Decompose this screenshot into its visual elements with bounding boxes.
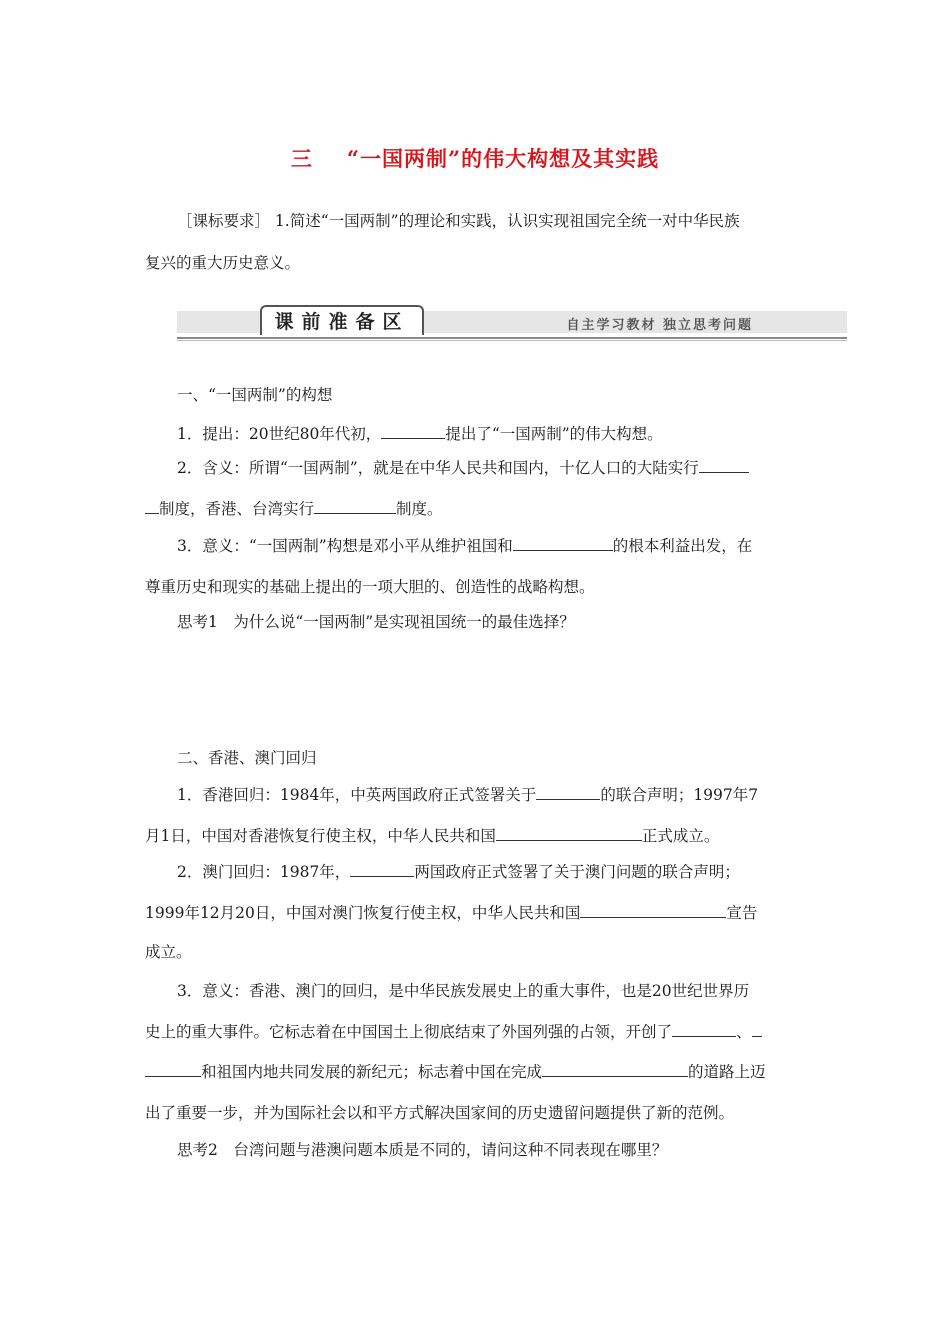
section2-item2-line3: 成立。 [145, 943, 192, 961]
text-run: 制度。 [396, 500, 443, 518]
text-run: 宣告 [726, 904, 758, 922]
section1-item3-line2: 尊重历史和现实的基础上提出的一项大胆的、创造性的战略构想。 [145, 578, 595, 596]
section2-item2-line1 [177, 862, 839, 882]
fill-blank[interactable] [536, 785, 600, 800]
fill-blank[interactable] [145, 1062, 201, 1077]
text-run: 史上的重大事件。它标志着在中国国土上彻底结束了外国列强的占领，开创了 [145, 1023, 673, 1041]
section2-item3-line2 [145, 1022, 807, 1042]
section1-item3-line1 [177, 536, 839, 556]
text-run: 2．含义：所谓“一国两制”，就是在中华人民共和国内，十亿人口的大陆实行 [177, 459, 699, 477]
title-text: “一国两制”的伟大构想及其实践 [346, 146, 660, 171]
curriculum-requirement-line1: ［课标要求］ 1.简述“一国两制”的理论和实践，认识实现祖国完全统一对中华民族 [177, 212, 740, 230]
section-banner [177, 301, 847, 341]
fill-blank[interactable] [513, 536, 613, 551]
page-title [0, 143, 950, 173]
banner-subtitle: 自主学习教材 独立思考问题 [566, 318, 753, 333]
text-run: 和祖国内地共同发展的新纪元；标志着中国在完成 [201, 1063, 543, 1081]
fill-blank[interactable] [314, 499, 396, 514]
fill-blank[interactable] [381, 424, 445, 439]
curriculum-requirement-line2: 复兴的重大历史意义。 [145, 254, 301, 272]
section2-item3-line3 [145, 1062, 807, 1082]
text-run: 的联合声明；1997年7 [600, 786, 759, 804]
think-question-1: 思考1 为什么说“一国两制”是实现祖国统一的最佳选择？ [177, 613, 575, 631]
text-run: 2．澳门回归：1987年， [177, 863, 351, 881]
text-run: 月1日，中国对香港恢复行使主权，中华人民共和国 [145, 827, 496, 845]
text-run: 的道路上迈 [688, 1063, 766, 1081]
text-run: 1．香港回归：1984年，中英两国政府正式签署关于 [177, 786, 537, 804]
section2-heading: 二、香港、澳门回归 [177, 749, 317, 767]
text-run: 、 [736, 1023, 752, 1041]
section1-item2-line1 [177, 458, 839, 478]
section1-item1 [177, 424, 839, 444]
section1-item2-line2 [145, 499, 807, 519]
fill-blank[interactable] [752, 1022, 762, 1037]
fill-blank[interactable] [580, 903, 726, 918]
section2-item1-line2 [145, 826, 807, 846]
text-run: 提出了“一国两制”的伟大构想。 [445, 425, 663, 443]
section2-item3-line4: 出了重要一步，并为国际社会以和平方式解决国家间的历史遗留问题提供了新的范例。 [145, 1104, 735, 1122]
section2-item1-line1 [177, 785, 839, 805]
text-run: 正式成立。 [641, 827, 720, 845]
fill-blank[interactable] [496, 826, 642, 841]
text-run: 1999年12月20日，中国对澳门恢复行使主权，中华人民共和国 [145, 904, 581, 922]
text-run: 1．提出：20世纪80年代初， [177, 425, 382, 443]
text-run: 制度，香港、台湾实行 [159, 500, 315, 518]
banner-tab-label: 课前准备区 [260, 305, 424, 335]
text-run: 两国政府正式签署了关于澳门问题的联合声明； [414, 863, 740, 881]
section2-item2-line2 [145, 903, 807, 923]
title-number: 三 [290, 146, 313, 171]
fill-blank[interactable] [542, 1062, 688, 1077]
section2-item3-line1: 3．意义：香港、澳门的回归，是中华民族发展史上的重大事件，也是20世纪世界历 [177, 982, 750, 1000]
think-question-2: 思考2 台湾问题与港澳问题本质是不同的，请问这种不同表现在哪里？ [177, 1141, 668, 1159]
section1-heading: 一、“一国两制”的构想 [177, 386, 333, 404]
banner-rule [177, 337, 847, 339]
banner-rule-thin [177, 340, 847, 341]
fill-blank[interactable] [672, 1022, 736, 1037]
fill-blank[interactable] [699, 458, 749, 473]
fill-blank[interactable] [145, 499, 159, 514]
text-run: 3．意义：“一国两制”构想是邓小平从维护祖国和 [177, 537, 513, 555]
text-run: 的根本利益出发，在 [612, 537, 753, 555]
fill-blank[interactable] [350, 862, 414, 877]
